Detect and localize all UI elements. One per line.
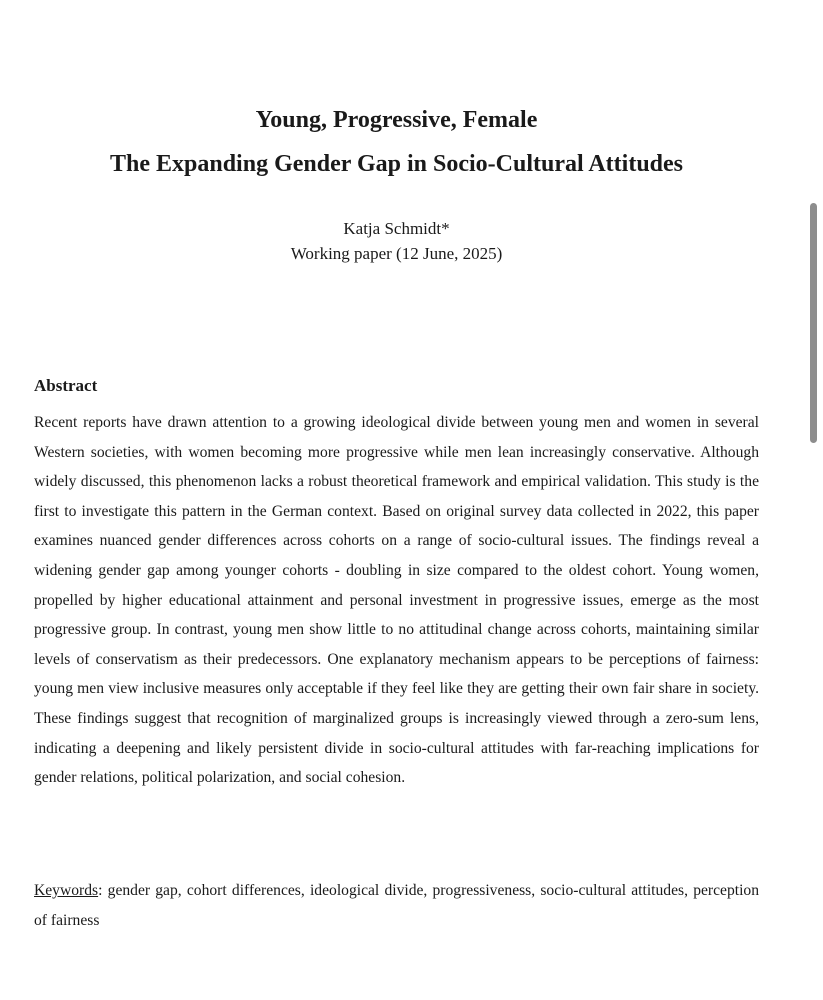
working-paper-date: Working paper (12 June, 2025) bbox=[290, 244, 503, 263]
paper-title: Young, Progressive, Female bbox=[255, 107, 538, 133]
author-block bbox=[0, 216, 793, 266]
keywords-label: Keywords bbox=[34, 882, 99, 899]
scrollbar-thumb[interactable] bbox=[810, 203, 817, 443]
keywords-separator: : bbox=[98, 882, 103, 899]
keywords-list: gender gap, cohort differences, ideological divide, progressiveness, socio-cultural attitudes, perception of fairness bbox=[34, 882, 759, 929]
keywords-paragraph bbox=[34, 876, 759, 936]
author-name: Katja Schmidt* bbox=[343, 219, 450, 238]
paper-subtitle: The Expanding Gender Gap in Socio-Cultural Attitudes bbox=[110, 151, 683, 177]
title-block bbox=[0, 104, 793, 180]
abstract-heading: Abstract bbox=[34, 376, 98, 395]
abstract-text: Recent reports have drawn attention to a growing ideological divide between young men and women in several Western societies, with women becoming more progressive while men lean increasingly conservative. Although widely discussed, this phenomenon lacks a robust theoretical framework and empirical validation. This study is the first to investigate this pattern in the German context. Based on original survey data collected in 2022, this paper examines nuanced gender differences across cohorts on a range of socio-cultural issues. The findings reveal a widening gender gap among younger cohorts - doubling in size compared to the oldest cohort. Young women, propelled by higher educational attainment and personal investment in progressive issues, emerge as the most progressive group. In contrast, young men show little to no attitudinal change across cohorts, maintaining similar levels of conservatism as their predecessors. One explanatory mechanism appears to be perceptions of fairness: young men view inclusive measures only acceptable if they feel like they are getting their own fair share in society. These findings suggest that recognition of marginalized groups is increasingly viewed through a zero-sum lens, indicating a deepening and likely persistent divide in socio-cultural attitudes with far-reaching implications for gender relations, political polarization, and social cohesion. bbox=[34, 414, 759, 787]
